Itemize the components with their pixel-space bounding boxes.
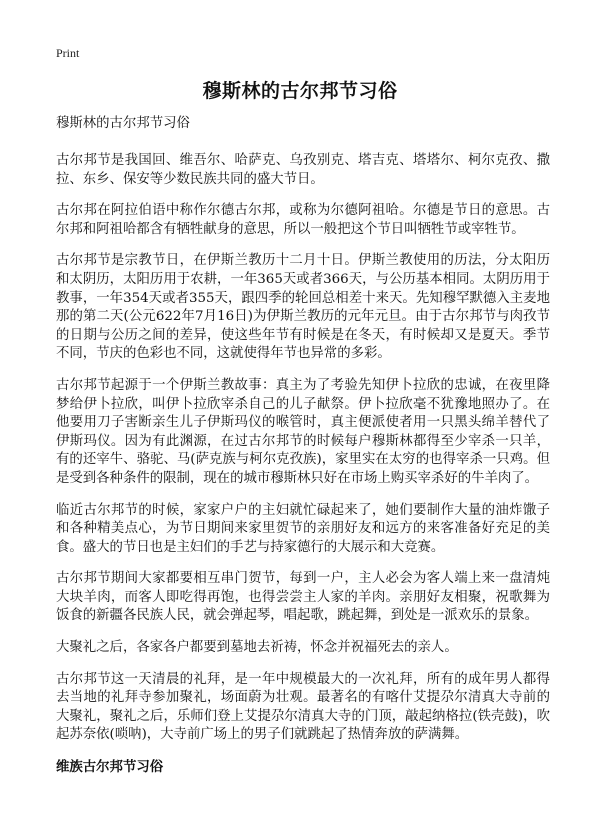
paragraph-origin-story: 古尔邦节起源于一个伊斯兰教故事：真主为了考验先知伊卜拉欣的忠诚，在夜里降梦给伊卜拉欣，叫伊卜拉欣宰杀自己的儿子献祭。伊卜拉欣毫不犹豫地照办了。在他要用刀子害断亲生儿子伊斯玛仪的喉管时，真主便派使者用一只黑头绵羊替代了伊斯玛仪。因为有此渊源，在过古尔邦节的时候每户穆斯林都得至少宰杀一只羊，有的还宰牛、骆驼、马(萨克族与柯尔克孜族)，家里实在太穷的也得宰杀一只鸡。但是受到各种条件的限制，现在的城市穆斯林只好在市场上购买宰杀好的牛羊肉了。 [56,377,550,486]
paragraph-name-origin: 古尔邦在阿拉伯语中称作尔德古尔邦，或称为尔德阿祖哈。尔德是节日的意思。古尔邦和阿祖哈都含有牺牲献身的意思，所以一般把这个节日叫牺牲节或宰牲节。 [56,203,550,237]
page-title: 穆斯林的古尔邦节习俗 [202,80,398,102]
print-link[interactable]: Print [56,46,80,60]
paragraph-morning-prayer: 古尔邦节这一天清晨的礼拜，是一年中规模最大的一次礼拜，所有的成年男人都得去当地的礼拜寺参加聚礼，场面蔚为壮观。最著名的有喀什艾提尕尔清真大寺前的大聚礼，聚礼之后，乐师们登上艾提尕尔清真大寺的门顶，敲起纳格拉(铁壳鼓)，吹起苏奈依(唢呐)，大寺前广场上的男子们就跳起了热情奔放的萨满舞。 [56,671,550,743]
section-heading: 维族古尔邦节习俗 [56,760,164,776]
article-body [56,114,550,778]
article-subtitle: 穆斯林的古尔邦节习俗 [56,116,190,131]
paragraph-graveyard: 大聚礼之后，各家各户都要到墓地去祈祷，怀念并祝福死去的亲人。 [56,640,458,656]
paragraph-calendar: 古尔邦节是宗教节日，在伊斯兰教历十二月十日。伊斯兰教使用的历法，分太阳历和太阴历，太阳历用于农耕，一年365天或者366天，与公历基本相同。太阴历用于教事，一年354天或者355天，跟四季的轮回总相差十来天。先知穆罕默德入主麦地那的第二天(公元622年7月16日)为伊斯兰教历的元年元旦。由于古尔邦节与肉孜节的日期与公历之间的差异，使这些年节有时候是在冬天，有时候却又是夏天。季节不同，节庆的色彩也不同，这就使得年节也异常的多彩。 [56,253,550,362]
paragraph-visiting: 古尔邦节期间大家都要相互串门贺节，每到一户，主人必会为客人端上来一盘清炖大块羊肉，而客人即吃得再饱，也得尝尝主人家的羊肉。亲朋好友相聚，祝歌舞为饭食的新疆各民族人民，就会弹起琴，唱起歌，跳起舞，到处是一派欢乐的景象。 [56,571,550,624]
paragraph-preparation: 临近古尔邦节的时候，家家户户的主妇就忙碌起来了，她们要制作大量的油炸馓子和各种精美点心，为节日期间来家里贺节的亲朋好友和远方的来客准备好充足的美食。盛大的节日也是主妇们的手艺与持家德行的大展示和大竞赛。 [56,502,550,555]
paragraph-intro: 古尔邦节是我国回、维吾尔、哈萨克、乌孜别克、塔吉克、塔塔尔、柯尔克孜、撒拉、东乡、保安等少数民族共同的盛大节日。 [56,153,550,187]
